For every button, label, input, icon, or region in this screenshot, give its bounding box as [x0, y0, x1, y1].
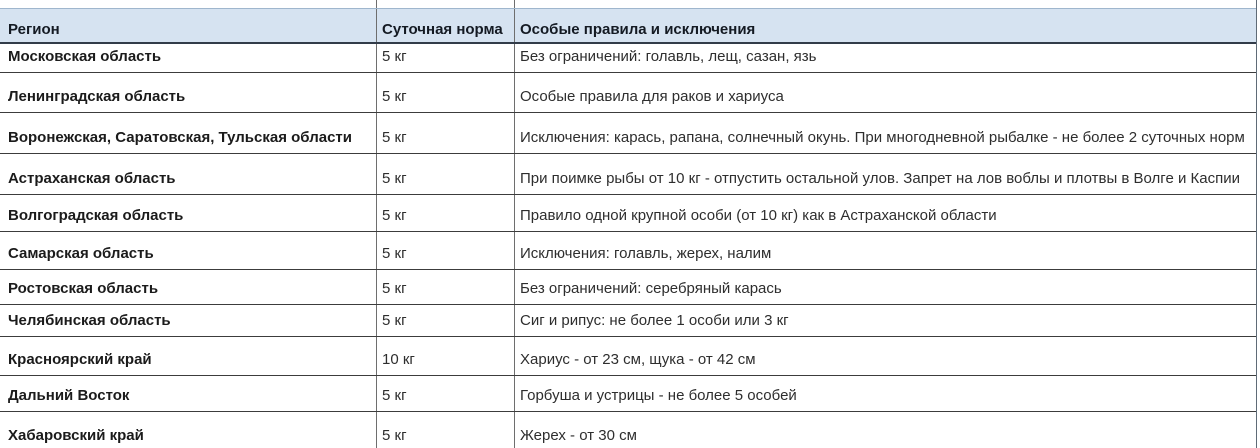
cell-rules: Без ограничений: серебряный карась: [514, 270, 1256, 304]
column-header-special-rules: Особые правила и исключения: [514, 9, 1256, 42]
cell-region: Ростовская область: [8, 280, 159, 297]
cell-region: Воронежская, Саратовская, Тульская области: [8, 129, 352, 146]
table-row: [0, 270, 1256, 305]
cell-region: Челябинская область: [8, 312, 171, 329]
table-row: [0, 305, 1256, 337]
table-header-row: [0, 8, 1256, 44]
cell-region: Волгоградская область: [8, 207, 184, 224]
table-row: [0, 195, 1256, 232]
table-row: [0, 154, 1256, 195]
cell-daily-norm: 5 кг: [376, 195, 514, 231]
cell-daily-norm: 5 кг: [376, 232, 514, 269]
cell-daily-norm: 5 кг: [376, 44, 514, 72]
cell-region: Ленинградская область: [8, 88, 186, 105]
table-row: [0, 337, 1256, 376]
cell-rules: Хариус - от 23 см, щука - от 42 см: [514, 337, 1256, 375]
table-row: [0, 44, 1256, 73]
top-margin-cell: [0, 0, 376, 8]
cell-region: Красноярский край: [8, 351, 152, 368]
cell-daily-norm: 5 кг: [376, 73, 514, 112]
cell-daily-norm: 5 кг: [376, 305, 514, 336]
cell-rules: Без ограничений: голавль, лещ, сазан, язь: [514, 44, 1256, 72]
cell-rules: Сиг и рипус: не более 1 особи или 3 кг: [514, 305, 1256, 336]
cell-daily-norm: 5 кг: [376, 270, 514, 304]
table-row: [0, 73, 1256, 113]
cell-region: Астраханская область: [8, 170, 176, 187]
cell-rules: Правило одной крупной особи (от 10 кг) как в Астраханской области: [514, 195, 1256, 231]
cell-rules: Особые правила для раков и хариуса: [514, 73, 1256, 112]
cell-rules: Жерех - от 30 см: [514, 412, 1256, 448]
cell-region: Хабаровский край: [8, 427, 144, 444]
cell-rules: Исключения: карась, рапана, солнечный окунь. При многодневной рыбалке - не более 2 суточных норм: [514, 113, 1256, 153]
cell-region: Самарская область: [8, 245, 154, 262]
table-row: [0, 232, 1256, 270]
cell-daily-norm: 10 кг: [376, 337, 514, 375]
cell-daily-norm: 5 кг: [376, 412, 514, 448]
table-row: [0, 376, 1256, 412]
table-row: [0, 412, 1256, 448]
top-margin-cell: [514, 0, 1256, 8]
cell-rules: Горбуша и устрицы - не более 5 особей: [514, 376, 1256, 411]
cell-rules: Исключения: голавль, жерех, налим: [514, 232, 1256, 269]
table-row: [0, 113, 1256, 154]
cell-daily-norm: 5 кг: [376, 113, 514, 153]
cell-rules: При поимке рыбы от 10 кг - отпустить остальной улов. Запрет на лов воблы и плотвы в Волге и Каспии: [514, 154, 1256, 194]
top-margin-cell: [376, 0, 514, 8]
column-header-region: Регион: [8, 21, 60, 38]
cell-region: Дальний Восток: [8, 387, 130, 404]
table-top-margin: [0, 0, 1256, 8]
cell-daily-norm: 5 кг: [376, 154, 514, 194]
cell-daily-norm: 5 кг: [376, 376, 514, 411]
column-header-daily-norm: Суточная норма: [376, 9, 514, 42]
cell-region: Московская область: [8, 48, 162, 65]
